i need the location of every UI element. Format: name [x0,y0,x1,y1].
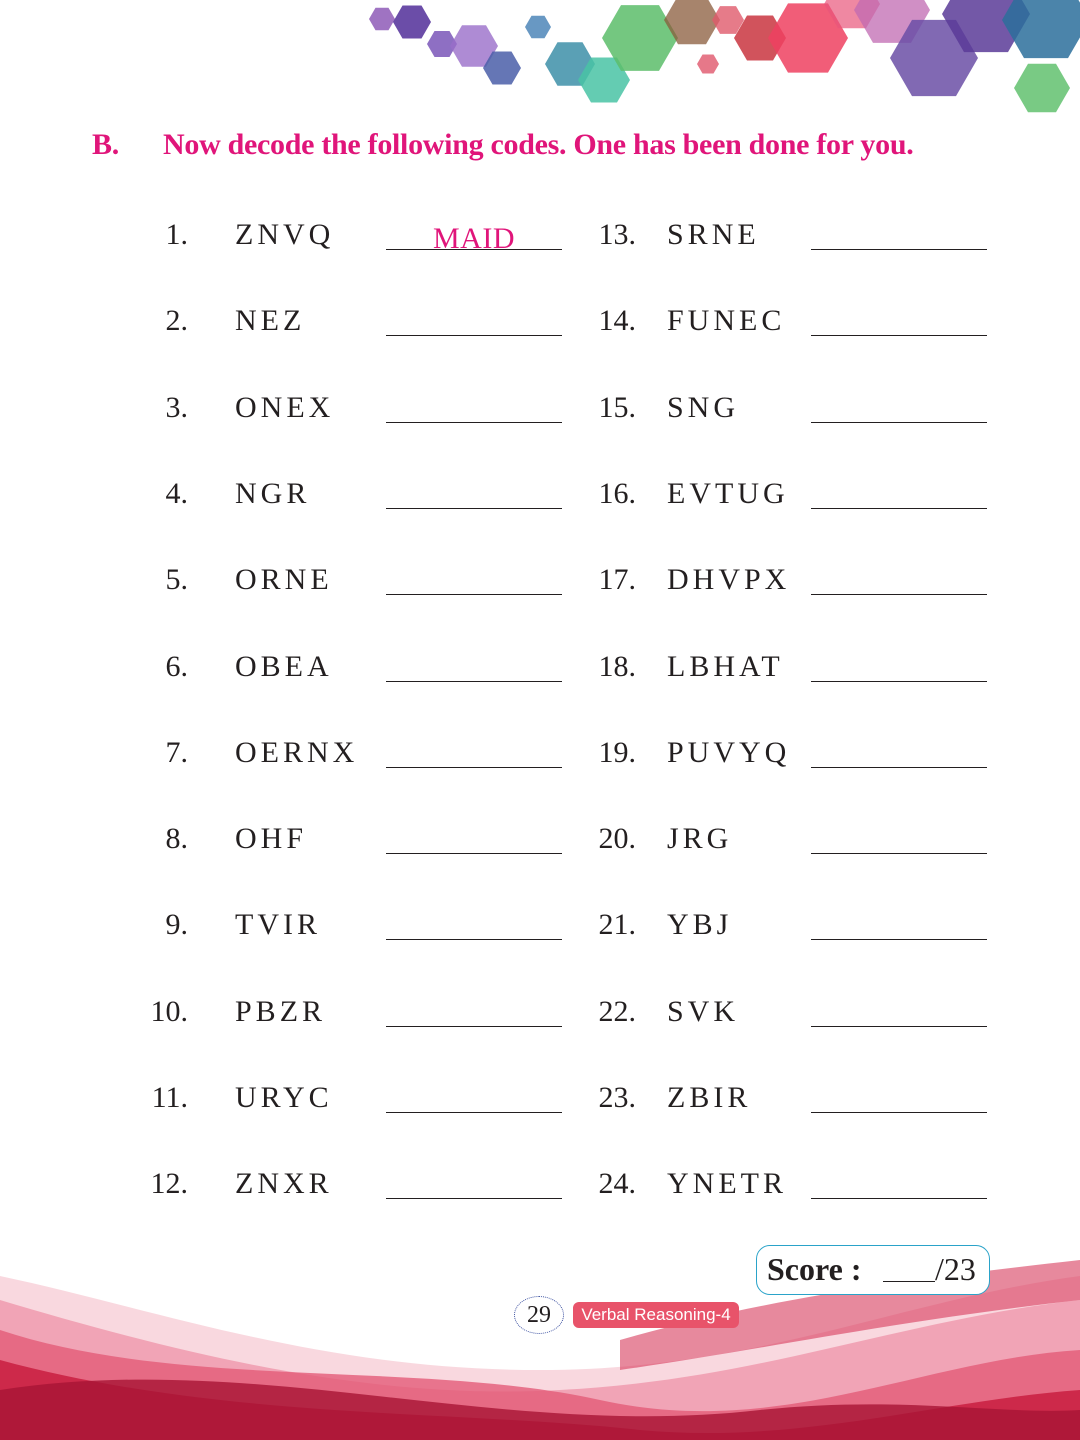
item-number: 21. [598,908,636,942]
code-word: OHF [235,822,308,856]
code-row [0,908,1080,948]
answer-text: MAID [433,222,515,255]
item-number: 8. [165,822,188,856]
code-word: JRG [667,822,733,856]
score-label: Score : [767,1251,862,1287]
code-row [0,563,1080,603]
item-number: 12. [150,1167,188,1201]
code-word: TVIR [235,908,321,942]
answer-blank[interactable] [811,1026,987,1027]
code-word: ZNVQ [235,218,335,251]
code-word: FUNEC [667,304,786,338]
code-word: YBJ [667,908,733,942]
hexagon-shape [369,8,395,31]
answer-blank[interactable] [811,939,987,940]
item-number: 3. [165,390,188,424]
code-word: PUVYQ [667,735,791,769]
section-heading [0,128,1080,168]
code-word: ZBIR [667,1081,752,1114]
item-number: 17. [598,563,636,597]
item-number: 11. [151,1081,188,1114]
code-row [0,391,1080,431]
item-number: 5. [165,563,188,597]
item-number: 24. [598,1167,636,1201]
code-row [0,218,1080,258]
code-word: DHVPX [667,563,791,597]
hexagon-shape [393,6,431,39]
code-word: NEZ [235,304,306,338]
hexagon-shape [697,55,719,74]
section-instruction: Now decode the following codes. One has been done for you. [163,128,914,161]
item-number: 18. [598,649,636,683]
code-row [0,650,1080,690]
code-word: YNETR [667,1167,787,1201]
item-number: 16. [598,476,636,510]
code-word: SRNE [667,218,760,251]
page-number: 29 [514,1296,564,1334]
item-number: 23. [598,1081,636,1114]
answer-blank[interactable] [811,594,987,595]
item-number: 2. [165,304,188,338]
item-number: 9. [165,908,188,942]
answer-blank[interactable] [811,335,987,336]
code-word: LBHAT [667,649,784,683]
item-number: 22. [598,994,636,1028]
answer-blank[interactable] [811,681,987,682]
code-row [0,304,1080,344]
code-word: ZNXR [235,1167,333,1201]
answer-blank[interactable] [811,1112,987,1113]
score-total: /23 [935,1251,976,1287]
score-box [756,1245,990,1295]
code-word: EVTUG [667,476,789,510]
decorative-hexagon-banner [0,0,1080,130]
code-row [0,1167,1080,1207]
section-letter: B. [92,128,119,161]
hexagon-shape [525,16,551,39]
answer-blank[interactable] [811,422,987,423]
answer-blank[interactable] [811,249,987,250]
code-word: NGR [235,476,311,510]
book-title-badge: Verbal Reasoning-4 [573,1302,739,1328]
code-row [0,995,1080,1035]
item-number: 7. [165,735,188,769]
code-row [0,822,1080,862]
item-number: 19. [598,735,636,769]
item-number: 6. [165,649,188,683]
code-word: OBEA [235,649,333,683]
code-word: OERNX [235,735,359,769]
score-blank[interactable] [883,1281,935,1282]
code-word: SVK [667,994,740,1028]
item-number: 1. [165,218,188,251]
code-row [0,736,1080,776]
item-number: 20. [598,822,636,856]
item-number: 14. [598,304,636,338]
hexagon-shape [1002,0,1080,58]
code-row [0,1081,1080,1121]
answer-blank[interactable] [811,767,987,768]
code-row [0,477,1080,517]
item-number: 15. [598,390,636,424]
code-word: ONEX [235,390,335,424]
answer-blank[interactable] [811,1198,987,1199]
hexagon-shape [1014,64,1070,112]
item-number: 4. [165,476,188,510]
code-word: ORNE [235,563,333,597]
answer-blank[interactable] [811,853,987,854]
code-word: URYC [235,1081,333,1114]
answer-blank[interactable] [811,508,987,509]
code-word: SNG [667,390,740,424]
code-word: PBZR [235,994,327,1028]
item-number: 13. [598,218,636,251]
item-number: 10. [150,994,188,1028]
